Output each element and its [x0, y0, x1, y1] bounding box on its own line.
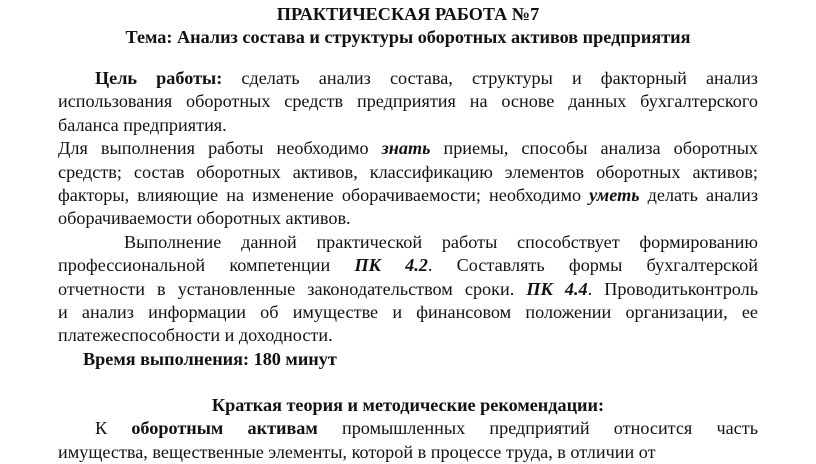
req-line-3	[58, 184, 758, 207]
req-line-3-b: делать анализ	[647, 184, 758, 205]
document-page	[58, 0, 758, 464]
goal-line-1-text: сделать анализ состава, структуры и факторный анализ	[241, 68, 758, 88]
comp-line-4: и анализ информации об имуществе и финансовом положении организации, ее	[58, 301, 758, 322]
comp-line-1: Выполнение данной практической работы способствует формированию	[124, 231, 758, 252]
competence-code-pk44: ПК 4.4	[526, 278, 588, 299]
comp-line-2	[58, 254, 758, 277]
comp-line-3-a: отчетности в установленные законодательством сроки.	[58, 278, 515, 299]
competence-code-pk42: ПК 4.2	[354, 255, 428, 276]
req-line-3-a: факторы, влияющие на изменение оборачиваемости; необходимо	[58, 184, 582, 205]
topic-heading: Тема: Анализ состава и структуры оборотных активов предприятия	[125, 27, 691, 47]
goal-label: Цель работы:	[95, 68, 223, 88]
goal-line-3: баланса предприятия.	[58, 114, 227, 135]
theory-line-1-b: промышленных предприятий относится часть	[341, 418, 758, 439]
theory-line-1	[58, 417, 758, 440]
goal-paragraph	[58, 67, 758, 137]
comp-line-3-b: . Проводитьконтроль	[587, 278, 758, 299]
comp-line-5: платежеспособности и доходности.	[58, 325, 333, 346]
theory-line-2: имущества, вещественные элементы, которой в процессе труда, в отличии от	[58, 441, 656, 462]
theory-line-1-a: К	[95, 418, 108, 439]
page-title: ПРАКТИЧЕСКАЯ РАБОТА №7	[276, 4, 540, 24]
time-limit: Время выполнения: 180 минут	[83, 348, 337, 369]
req-line-4: оборачиваемости оборотных активов.	[58, 208, 351, 229]
goal-line-2: использования оборотных средств предприятия на основе данных бухгалтерского	[58, 91, 758, 112]
theory-paragraph	[58, 417, 758, 464]
know-keyword: знать	[381, 138, 431, 159]
spacer	[58, 371, 758, 394]
spacer	[58, 49, 758, 67]
comp-line-3	[58, 278, 758, 301]
requirements-paragraph	[58, 137, 758, 231]
theory-heading: Краткая теория и методические рекомендации:	[211, 395, 605, 416]
competence-paragraph	[58, 231, 758, 348]
current-assets-term: оборотным активам	[131, 418, 318, 439]
goal-line-1	[58, 67, 758, 90]
comp-line-2-a: профессиональной компетенции	[58, 255, 331, 276]
req-line-2: средств; состав оборотных активов, классификацию элементов оборотных активов;	[58, 161, 758, 182]
can-keyword: уметь	[589, 184, 640, 205]
req-line-1-b: приемы, способы анализа оборотных	[443, 138, 758, 159]
req-line-1-a: Для выполнения работы необходимо	[58, 138, 369, 159]
req-line-1	[58, 137, 758, 160]
comp-line-2-b: . Составлять формы бухгалтерской	[427, 255, 758, 276]
